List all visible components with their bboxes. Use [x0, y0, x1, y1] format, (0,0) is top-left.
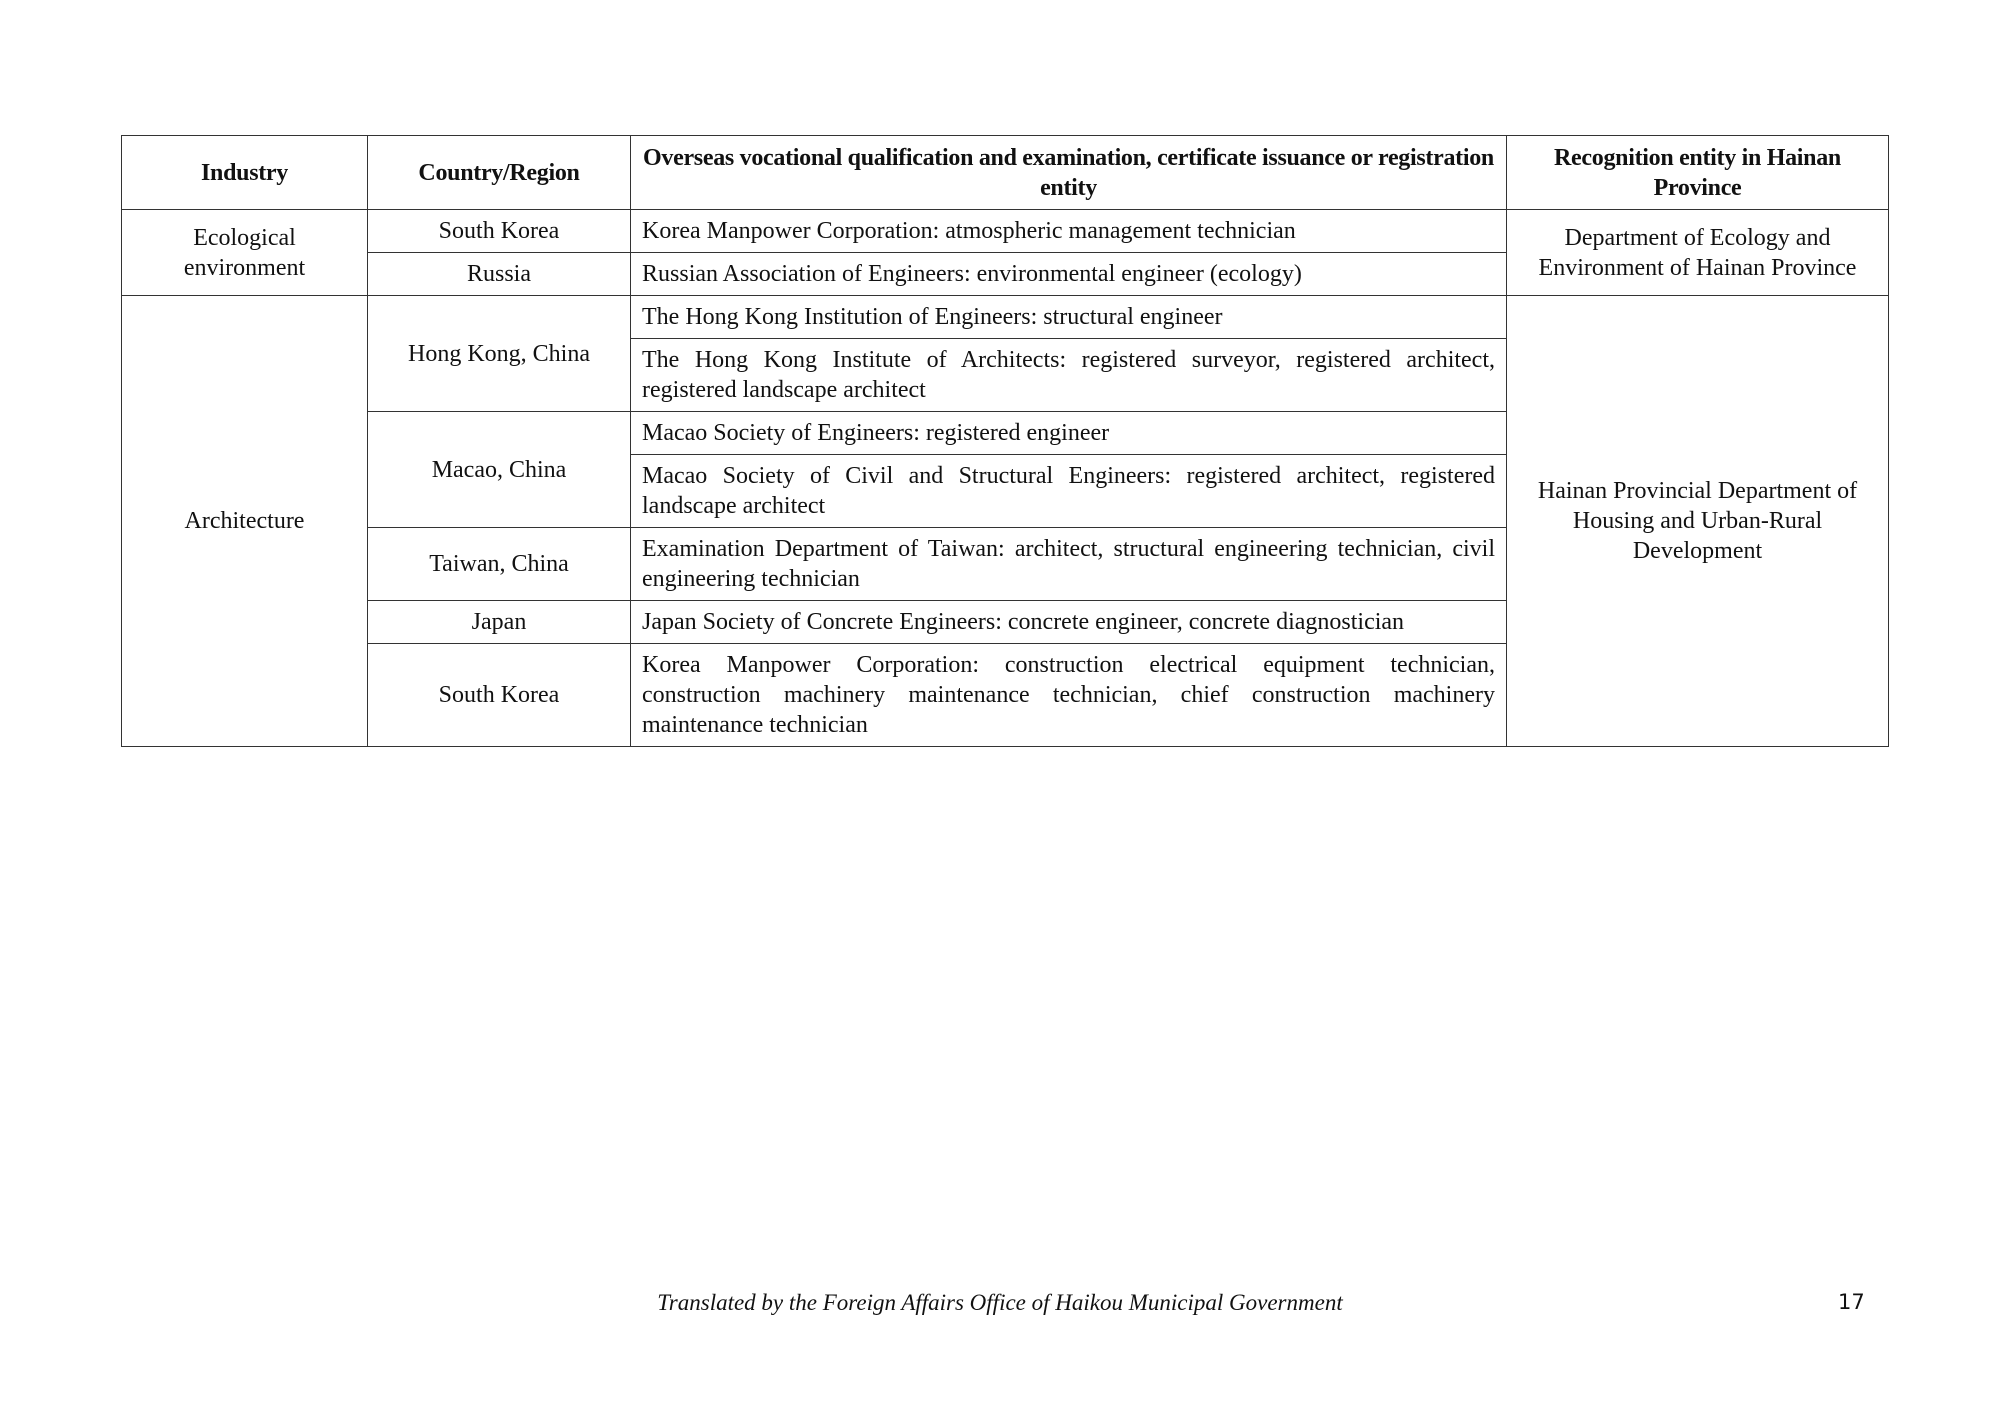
entity-cell: Japan Society of Concrete Engineers: concrete engineer, concrete diagnostician — [631, 601, 1507, 644]
table-row — [122, 296, 1889, 339]
industry-cell-ecological: Ecological environment — [122, 210, 368, 296]
entity-cell: The Hong Kong Institution of Engineers: structural engineer — [631, 296, 1507, 339]
header-overseas-entity: Overseas vocational qualification and examination, certificate issuance or registration entity — [631, 136, 1507, 210]
country-cell: Japan — [368, 601, 631, 644]
page-number: 17 — [1838, 1290, 1865, 1314]
entity-cell: Macao Society of Engineers: registered engineer — [631, 412, 1507, 455]
header-country-region: Country/Region — [368, 136, 631, 210]
header-recognition-entity: Recognition entity in Hainan Province — [1507, 136, 1889, 210]
country-cell: Macao, China — [368, 412, 631, 528]
recognition-cell-ecology: Department of Ecology and Environment of Hainan Province — [1507, 210, 1889, 296]
industry-cell-architecture: Architecture — [122, 296, 368, 747]
entity-cell: Macao Society of Civil and Structural Engineers: registered architect, registered landscape architect — [631, 455, 1507, 528]
recognition-cell-housing: Hainan Provincial Department of Housing and Urban-Rural Development — [1507, 296, 1889, 747]
table-header-row — [122, 136, 1889, 210]
entity-cell: Examination Department of Taiwan: architect, structural engineering technician, civil engineering technician — [631, 528, 1507, 601]
country-cell: Taiwan, China — [368, 528, 631, 601]
entity-cell: Korea Manpower Corporation: construction electrical equipment technician, construction machinery maintenance technician, chief construction machinery maintenance technician — [631, 644, 1507, 747]
entity-cell: Russian Association of Engineers: environmental engineer (ecology) — [631, 253, 1507, 296]
country-cell: Russia — [368, 253, 631, 296]
qualification-table — [121, 135, 1889, 747]
header-industry: Industry — [122, 136, 368, 210]
entity-cell: Korea Manpower Corporation: atmospheric management technician — [631, 210, 1507, 253]
footer-translation-note: Translated by the Foreign Affairs Office of Haikou Municipal Government — [657, 1290, 1343, 1315]
country-cell: South Korea — [368, 644, 631, 747]
country-cell: South Korea — [368, 210, 631, 253]
country-cell: Hong Kong, China — [368, 296, 631, 412]
table-row — [122, 210, 1889, 253]
entity-cell: The Hong Kong Institute of Architects: registered surveyor, registered architect, registered landscape architect — [631, 339, 1507, 412]
